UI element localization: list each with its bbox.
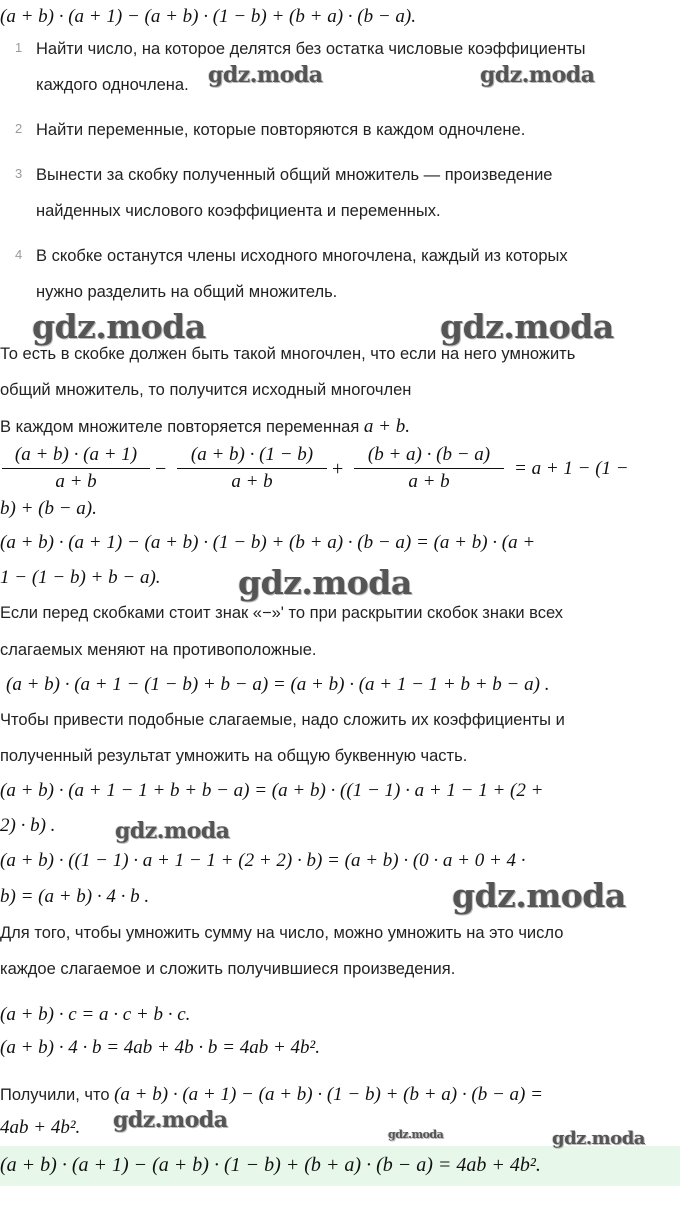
answer-box <box>0 1146 680 1186</box>
result-label: Получили, что <box>0 1086 115 1104</box>
step-number: 2 <box>15 121 23 136</box>
result-expression: (a + b) · (a + 1) − (a + b) · (1 − b) + (b + a) · (b − a) = <box>114 1084 543 1105</box>
repeat-text <box>0 416 410 438</box>
step-number: 4 <box>15 247 23 262</box>
result-expression-continued: 4ab + 4b². <box>0 1117 81 1138</box>
equation-line: (a + b) · c = a · c + b · c. <box>0 1004 191 1025</box>
step-number: 3 <box>15 166 23 181</box>
step-text: Найти переменные, которые повторяются в каждом одночлене. <box>36 121 526 139</box>
watermark-logo: gdz.moda <box>388 1128 444 1141</box>
step-number: 1 <box>15 40 23 55</box>
watermark-logo: gdz.moda <box>440 307 614 346</box>
paragraph-text: общий множитель, то получится исходный многочлен <box>0 381 412 399</box>
equation-line: (a + b) · (a + 1 − (1 − b) + b − a) = (a + b) · (a + 1 − 1 + b + b − a) . <box>6 674 550 695</box>
equation-line: (a + b) · (a + 1 − 1 + b + b − a) = (a + b) · ((1 − 1) · a + 1 − 1 + (2 + <box>0 780 544 801</box>
fraction-result-continued: b) + (b − a). <box>0 498 97 519</box>
paragraph-text: полученный результат умножить на общую буквенную часть. <box>0 747 468 765</box>
step-text: Вынести за скобку полученный общий множитель — произведение <box>36 166 553 184</box>
equation-line: 1 − (1 − b) + b − a). <box>0 567 161 588</box>
watermark-logo: gdz.moda <box>208 62 323 88</box>
fraction-2 <box>177 444 327 493</box>
watermark-logo: gdz.moda <box>552 1128 645 1149</box>
step-text: каждого одночлена. <box>36 76 189 94</box>
equation-line: b) = (a + b) · 4 · b . <box>0 886 150 907</box>
step-text: В скобке останутся члены исходного многочлена, каждый из которых <box>36 247 568 265</box>
paragraph-text: Чтобы привести подобные слагаемые, надо сложить их коэффициенты и <box>0 711 565 729</box>
paragraph-text: каждое слагаемое и сложить получившиеся произведения. <box>0 960 456 978</box>
plus-operator: + <box>332 458 344 480</box>
result-line <box>0 1084 543 1106</box>
fraction-1 <box>2 444 150 493</box>
watermark-logo: gdz.moda <box>238 563 412 602</box>
answer-expression: (a + b) · (a + 1) − (a + b) · (1 − b) + (b + a) · (b − a) = 4ab + 4b². <box>0 1154 541 1176</box>
fraction-denominator: a + b <box>408 471 450 492</box>
equation-line: (a + b) · ((1 − 1) · a + 1 − 1 + (2 + 2) · b) = (a + b) · (0 · a + 0 + 4 · <box>0 850 526 871</box>
watermark-logo: gdz.moda <box>452 876 626 915</box>
equation-line: (a + b) · (a + 1) − (a + b) · (1 − b) + (b + a) · (b − a) = (a + b) · (a + <box>0 532 536 553</box>
paragraph-text: слагаемых меняют на противоположные. <box>0 641 317 659</box>
minus-operator: − <box>155 458 167 480</box>
step-text: найденных числового коэффициента и переменных. <box>36 202 441 220</box>
paragraph-text: Если перед скобками стоит знак «−»' то при раскрытии скобок знаки всех <box>0 604 564 622</box>
step-text: нужно разделить на общий множитель. <box>36 283 338 301</box>
fraction-numerator: (a + b) · (a + 1) <box>2 444 150 469</box>
fraction-denominator: a + b <box>231 471 273 492</box>
fraction-numerator: (a + b) · (1 − b) <box>177 444 327 469</box>
fraction-numerator: (b + a) · (b − a) <box>354 444 504 469</box>
equation-line: (a + b) · 4 · b = 4ab + 4b · b = 4ab + 4b². <box>0 1037 320 1058</box>
step-text: Найти число, на которое делятся без остатка числовые коэффициенты <box>36 40 586 58</box>
watermark-logo: gdz.moda <box>113 1107 228 1133</box>
equation-line: 2) · b) . <box>0 815 56 836</box>
paragraph-text: То есть в скобке должен быть такой многочлен, что если на него умножить <box>0 345 576 363</box>
watermark-logo: gdz.moda <box>115 818 230 844</box>
watermark-logo: gdz.moda <box>480 62 595 88</box>
repeat-label: В каждом множителе повторяется переменная <box>0 418 364 436</box>
watermark-logo: gdz.moda <box>32 307 206 346</box>
header-expression: (a + b) · (a + 1) − (a + b) · (1 − b) + (b + a) · (b − a). <box>0 6 416 27</box>
fraction-denominator: a + b <box>55 471 97 492</box>
fraction-result: = a + 1 − (1 − <box>514 458 629 479</box>
paragraph-text: Для того, чтобы умножить сумму на число, можно умножить на это число <box>0 924 564 942</box>
fraction-3 <box>354 444 504 493</box>
repeat-variable: a + b. <box>363 416 410 437</box>
